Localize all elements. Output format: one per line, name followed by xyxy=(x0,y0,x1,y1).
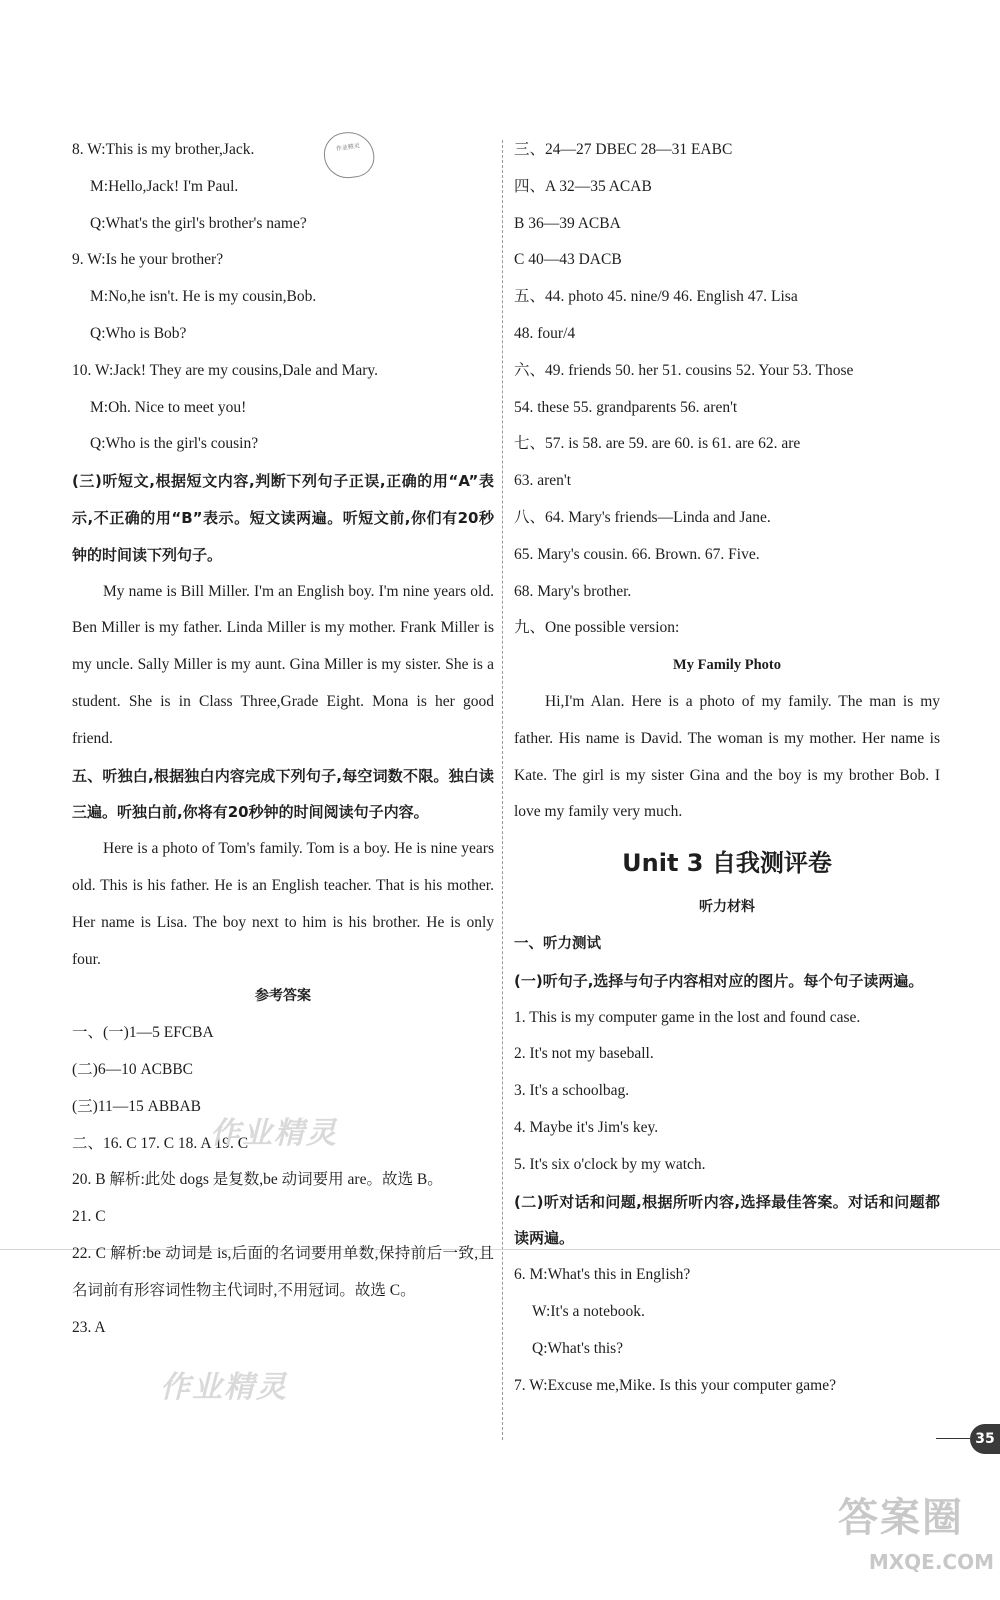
page-number-dash xyxy=(936,1438,970,1439)
text-line: 六、49. friends 50. her 51. cousins 52. Your 53. Those xyxy=(514,361,854,379)
stamp-logo: 作业精灵 xyxy=(321,129,377,182)
text-line: Q:Who is Bob? xyxy=(90,324,187,342)
instruction: 五、听独白,根据独白内容完成下列句子,每空词数不限。独白读三遍。听独白前,你将有20秒钟的时间阅读句子内容。 xyxy=(72,766,494,822)
text-line: 65. Mary's cousin. 66. Brown. 67. Five. xyxy=(514,545,760,563)
text-line: B 36—39 ACBA xyxy=(514,214,621,232)
instruction: (一)听句子,选择与句子内容相对应的图片。每个句子读两遍。 xyxy=(514,971,924,990)
text-line: M:No,he isn't. He is my cousin,Bob. xyxy=(90,288,317,306)
text-line: 八、64. Mary's friends—Linda and Jane. xyxy=(514,508,771,526)
text-line: 9. W:Is he your brother? xyxy=(72,251,224,269)
text-line: Q:What's this? xyxy=(532,1339,624,1357)
text-line: Q:What's the girl's brother's name? xyxy=(90,214,307,232)
text-line: 23. A xyxy=(72,1318,106,1336)
site-url: MXQE.COM xyxy=(868,1550,994,1574)
text-line: 68. Mary's brother. xyxy=(514,582,632,600)
text-line: M:Oh. Nice to meet you! xyxy=(90,398,247,416)
right-column xyxy=(514,132,940,1404)
text-line: 1. This is my computer game in the lost and found case. xyxy=(514,1008,861,1026)
text-line: 7. W:Excuse me,Mike. Is this your computer game? xyxy=(514,1376,836,1394)
instruction: (二)听对话和问题,根据所听内容,选择最佳答案。对话和问题都读两遍。 xyxy=(514,1192,940,1248)
section-heading: 参考答案 xyxy=(255,988,311,1005)
text-line: 九、One possible version: xyxy=(514,619,680,637)
section-heading: 一、听力测试 xyxy=(514,935,601,952)
text-line: Q:Who is the girl's cousin? xyxy=(90,435,259,453)
paragraph: 22. C 解析:be 动词是 is,后面的名词要用单数,保持前后一致,且名词前有形容词性物主代词时,不用冠词。故选 C。 xyxy=(72,1244,494,1299)
text-line: 21. C xyxy=(72,1208,106,1226)
text-line: 二、16. C 17. C 18. A 19. C xyxy=(72,1134,249,1152)
text-line: M:Hello,Jack! I'm Paul. xyxy=(90,177,239,195)
column-divider xyxy=(502,140,503,1440)
site-logo xyxy=(838,1488,994,1588)
section-heading: Unit 3 自我测评卷 xyxy=(622,849,832,878)
site-logo-text: 答案圈 xyxy=(838,1495,964,1541)
text-line: C 40—43 DACB xyxy=(514,251,622,269)
text-line: 5. It's six o'clock by my watch. xyxy=(514,1155,706,1173)
paragraph: Here is a photo of Tom's family. Tom is a boy. He is nine years old. This is his father. He is an English teacher. That is his mother. Her name is Lisa. The boy next to him is his brother. He is only four. xyxy=(72,840,494,968)
text-line: 3. It's a schoolbag. xyxy=(514,1082,630,1100)
watermark: 作业精灵 xyxy=(160,1370,288,1405)
text-line: W:It's a notebook. xyxy=(532,1302,645,1320)
text-line: 一、(一)1—5 EFCBA xyxy=(72,1024,214,1042)
text-line: 20. B 解析:此处 dogs 是复数,be 动词要用 are。故选 B。 xyxy=(72,1171,443,1189)
text-line: 10. W:Jack! They are my cousins,Dale and Mary. xyxy=(72,361,379,379)
instruction: (三)听短文,根据短文内容,判断下列句子正误,正确的用“A”表示,不正确的用“B”表示。短文读两遍。听短文前,你们有20秒钟的时间读下列句子。 xyxy=(72,472,494,564)
section-heading: 听力材料 xyxy=(699,899,755,916)
text-line: (二)6—10 ACBBC xyxy=(72,1060,193,1078)
text-line: 2. It's not my baseball. xyxy=(514,1045,654,1063)
text-line: 6. M:What's this in English? xyxy=(514,1266,691,1284)
section-heading: My Family Photo xyxy=(673,657,781,674)
text-line: 五、44. photo 45. nine/9 46. English 47. Lisa xyxy=(514,288,798,306)
text-line: 54. these 55. grandparents 56. aren't xyxy=(514,398,738,416)
text-line: 4. Maybe it's Jim's key. xyxy=(514,1118,659,1136)
text-line: 63. aren't xyxy=(514,472,572,490)
watermark: 作业精灵 xyxy=(210,1116,338,1151)
text-line: 四、A 32—35 ACAB xyxy=(514,177,652,195)
left-column xyxy=(72,132,494,1346)
page-number: 35 xyxy=(970,1424,1000,1454)
text-line: 三、24—27 DBEC 28—31 EABC xyxy=(514,141,733,158)
text-line: 七、57. is 58. are 59. are 60. is 61. are 62. are xyxy=(514,435,801,453)
paragraph: Hi,I'm Alan. Here is a photo of my family. The man is my father. His name is David. The woman is my mother. Her name is Kate. The girl is my sister Gina and the boy is my brother Bob. I love my family very much. xyxy=(514,692,940,821)
paragraph: My name is Bill Miller. I'm an English boy. I'm nine years old. Ben Miller is my father. Linda Miller is my mother. Frank Miller is my uncle. Sally Miller is my aunt. Gina Miller is my sister. She is a student. She is in Class Three,Grade Eight. Mona is her good friend. xyxy=(72,582,494,747)
text-line: 48. four/4 xyxy=(514,324,576,342)
text-line: 8. W:This is my brother,Jack. xyxy=(72,141,255,158)
text-line: (三)11—15 ABBAB xyxy=(72,1097,202,1115)
